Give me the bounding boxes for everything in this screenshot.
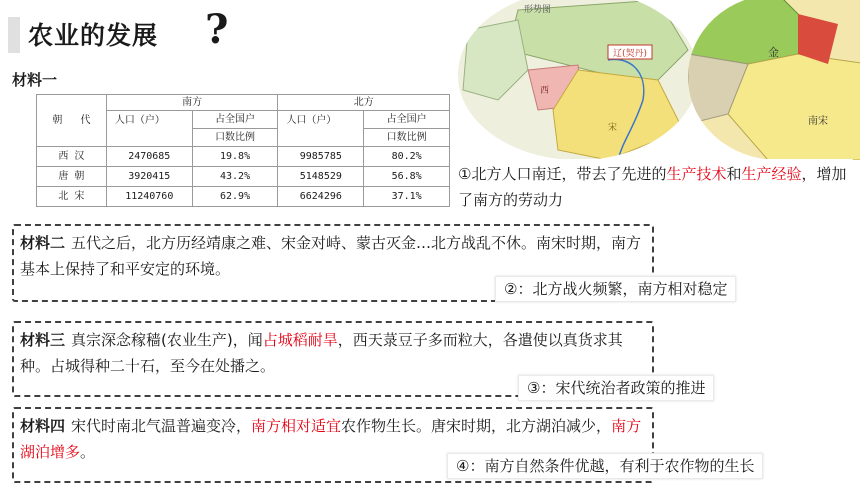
note-natural-conditions: ④：南方自然条件优越，有利于农作物的生长 [447,453,763,479]
note-policy: ③：宋代统治者政策的推进 [518,375,714,401]
material1-label: 材料一 [12,71,58,89]
material2-label: 材料二 [20,234,66,252]
title-accent-bar [8,17,20,53]
material4-box: 材料四 宋代时南北气温普遍变冷，南方相对适宜农作物生长。唐宋时期，北方湖泊减少，南方湖泊增多。 [12,407,654,483]
population-table [36,94,450,207]
table-row: 唐 朝 3920415 43.2% 5148529 56.8% [37,167,450,187]
col-north-pop: 人口（户） [278,111,364,147]
note-war-stability: ②：北方战火频繁，南方相对稳定 [495,276,736,302]
map-song-liao-drawing [458,0,698,160]
map-label-liao: 辽(契丹) [612,49,648,59]
map-song-liao [458,0,698,160]
header-north: 北方 [278,95,450,111]
material2-text: 五代之后，北方历经靖康之难、宋金对峙、蒙古灭金…北方战乱不休。南宋时期，南方基本上保持了和平安定的环境。 [20,234,642,278]
table-row: 北 宋 11240760 62.9% 6624296 37.1% [37,187,450,207]
map-label-song: 宋 [608,123,618,133]
map-song-jin-drawing [688,0,860,160]
map-song-jin [688,0,860,160]
col-south-ratio-2: 口数比例 [192,129,278,147]
col-dynasty-header: 朝 代 [37,95,107,147]
col-north-ratio-1: 占全国户 [364,111,450,129]
question-mark-icon: ? [205,6,229,53]
map-label-jin: 金 [768,46,779,59]
map-label-nansong: 南宋 [808,116,828,127]
material3-label: 材料三 [20,331,66,349]
page-title: 农业的发展 [28,21,159,50]
col-south-pop: 人口（户） [106,111,192,147]
table-row: 西 汉 2470685 19.8% 9985785 80.2% [37,147,450,167]
col-south-ratio-1: 占全国户 [192,111,278,129]
header-south: 南方 [106,95,278,111]
map-caption: 形势图 [524,5,552,15]
col-north-ratio-2: 口数比例 [364,129,450,147]
map-label-xixia: 西 [540,86,550,96]
note-population-migration: ①北方人口南迁，带去了先进的生产技术和生产经验，增加了南方的劳动力 [452,159,854,217]
material4-label: 材料四 [20,417,66,435]
material3-box: 材料三 真宗深念稼穑(农业生产)，闻占城稻耐旱，西天菉豆子多而粒大，各遣使以真货求其种。占城得种二十石，至今在处播之。 [12,321,654,397]
